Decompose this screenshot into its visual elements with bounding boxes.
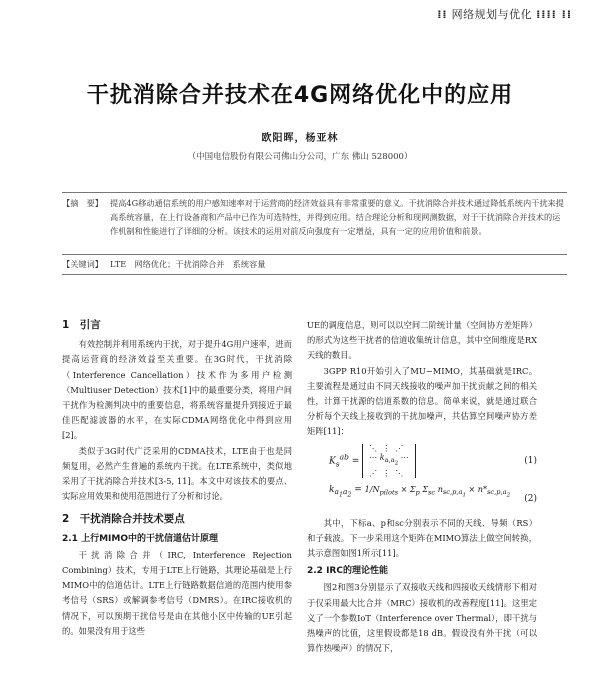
header-bars-right-icon: ⁞⁞⁞⁞ ⁞⁞ [536,8,572,21]
equation-1-number: (1) [524,455,537,466]
paper-authors: 欧阳晖，杨亚林 [261,133,339,144]
intro-paragraph-1: 有效控制并利用系统内干扰，对于提升4G用户速率，进而提高运营商的经济效益至关重要。在3G时代，干扰消除（Interference Cancellation）技术作为多用户检测（Multiuser Detection）技术[1]中的最重要分类，将用户间干扰作为检测判决中的重要信息，将系统容量提升到接近于最佳匹配滤波器的水平，在实际CDMA网络优化中得到应用[2]。 [62,339,292,441]
equation-2-number: (2) [524,493,537,504]
section-2-1-heading: 2.1 上行MIMO中的干扰信道估计原理 [62,533,218,544]
intro-paragraph-2: 类似于3G时代广泛采用的CDMA技术，LTE由于也是同频复用，必然产生普遍的系统内干扰。在LTE系统中，类似地采用了干扰消除合并技术[3-5, 11]。本文中对该技术的要点、实际应用效果和使用范围进行了分析和讨论。 [62,445,292,502]
abstract-block [62,196,567,238]
right-column [307,318,537,656]
section-2-1-paragraph: 干扰消除合并（IRC, Interference Rejection Combining）技术，专用于LTE上行链路，其理论基础是上行MIMO中的信道估计。LTE上行链路数据信道的范围内使用参考信号（SRS）或解调参考信号（DMRS）。在IRC接收机的情况下，可以预期干扰信号是由在其他小区中传输的UE引起的。如果没有用于这些 [62,549,292,636]
right-paragraph-1: UE的调度信息，则可以以空间二阶统计量（空间协方差矩阵）的形式为这些干扰者的信道收集统计信息，其中空间维度是RX天线的数目。 [307,320,537,361]
abstract-top-rule [62,192,567,193]
right-paragraph-2: 3GPP R10开始引入了MU−MIMO，其基础就是IRC。主要流程是通过由不同天线接收的噪声加干扰贡献之间的相关性，计算干扰源的信道系数的信息。简单来说，就是通过联合分析每个天线上接收到的干扰加噪声，共估算空间噪声协方差矩阵[11]： [307,365,537,437]
equation-1: $K_s^{ab}$ = ⋱ ⋮ ⋰ ⋯ $k_{a,a_2}$ ⋯ ⋰ ⋮ ⋱ (1) [329,443,537,478]
keywords-text: LTE 网络优化；干扰消除合并 系统容量 [110,259,266,269]
abstract-label: 【摘 要】 [62,198,103,208]
journal-section-header [437,6,572,22]
equation-2: $k_{a_1a_2} = 1/N_{pilots} \times \Sigma_p$ $\Sigma_{sc}$ $n_{sc,p,a_1} \times n*_{sc,p,a_2}$ (2) [307,478,537,516]
section-2-2-heading: 2.2 IRC的理论性能 [307,566,388,577]
keywords-bottom-rule [62,274,567,275]
keywords-rule [62,254,567,255]
section-title: 网络规划与优化 [451,8,533,21]
right-paragraph-3: 其中，下标a、p和sc分别表示不同的天线、导频（RS）和子载波。下一步采用这个矩阵在MIMO算法上做空间转换，其示意图如图1所示[11]。 [307,517,537,559]
paper-affiliation: （中国电信股份有限公司佛山分公司，广东 佛山 528000） [187,152,413,162]
abstract-text: 提高4G移动通信系统的用户感知速率对于运营商的经济效益具有非常重要的意义。干扰消除合并技术通过降低系统内干扰来提高系统容量，在上行设备商和产品中已作为可选特性，并得到应用。结合理论分析和现网测数据，对于干扰消除合并技术的运作机制和性能进行了详细的分析。该技术的运用对前反向强度有一定增益，具有一定的应用价值和前景。 [110,198,564,236]
keywords-block [62,257,567,271]
right-paragraph-4: 图2和图3分别显示了双接收天线和四接收天线情形下相对于仅采用最大比合并（MRC）接收机的改善程度[11]。这里定义了一个参数IoT（Interference over Thermal），即干扰与热噪声的比值，这里假设都是18 dB。假设没有外干扰（可以算作热噪声）的情况下， [307,582,537,654]
paper-title: 干扰消除合并技术在4G网络优化中的应用 [86,83,514,108]
left-column [62,318,292,639]
section-1-heading: 1 引言 [62,319,101,331]
section-2-heading: 2 干扰消除合并技术要点 [62,513,185,526]
keywords-label: 【关键词】 [62,259,103,269]
header-bars-icon: ⁞⁞ [437,8,448,21]
